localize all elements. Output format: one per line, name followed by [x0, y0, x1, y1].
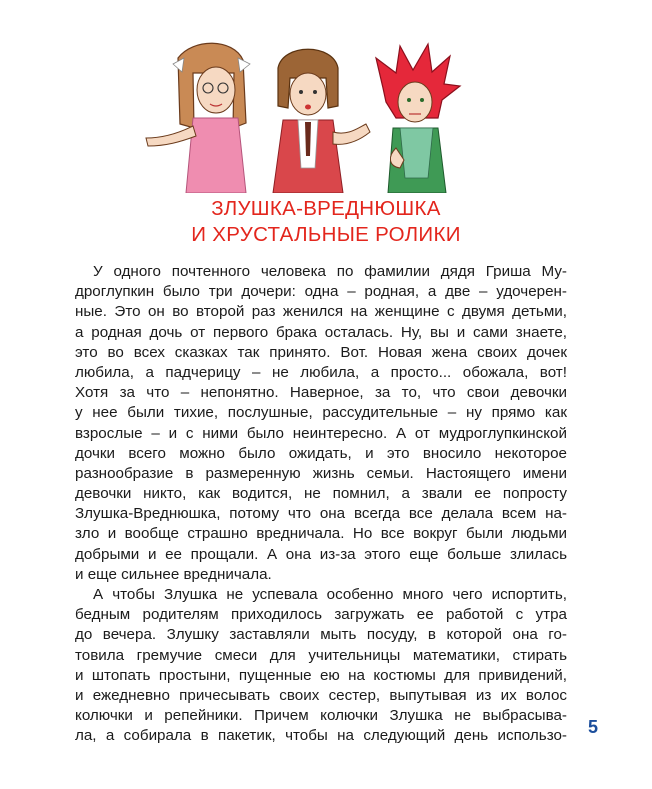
text-line: дроглупкин было три дочери: одна – родная, а две – удочерен-: [75, 283, 567, 301]
text-line: и еще сильнее вредничала.: [75, 565, 272, 583]
text-line: и штопать простыни, пущенные ею на костюмы для привидений,: [75, 666, 567, 684]
text-line: добрыми и ее прощали. А она из-за этого еще больше злилась: [75, 545, 567, 563]
text-line: колючки и репейники. Причем колючки Злушка не выбрасыва-: [75, 707, 567, 725]
text-line: бедным родителям приходилось загружать ее работой с утра: [75, 606, 567, 624]
text-line: ла, а собирала в пакетик, чтобы на следующий день использо-: [75, 727, 567, 745]
text-line: и ежедневно причесывать своих сестер, выпутывая из их волос: [75, 686, 567, 704]
text-line: а родная дочь от первого брака осталась. Ну, вы и сами знаете,: [75, 323, 567, 341]
text-line: товила гремучие смеси для учительницы математики, стирать: [75, 646, 567, 664]
story-title-line-1: ЗЛУШКА-ВРЕДНЮШКА: [211, 197, 441, 220]
girl-with-bob-haircut-figure: [273, 49, 370, 193]
text-line: разнообразие в размеренную жизнь семьи. Настоящего имени: [75, 464, 567, 482]
illustration-three-girls: [138, 28, 468, 193]
text-line: У одного почтенного человека по фамилии дядя Гриша Му-: [93, 263, 567, 280]
text-line: зло и вообще страшно вредничала. Но все вокруг были людьми: [75, 525, 567, 543]
text-line: Хотя за что – непонятно. Наверное, за то, что свои девочки: [75, 384, 567, 402]
story-text: [75, 262, 567, 747]
text-line: взрослые – и с ними было неинтересно. А от мудроглупкинской: [75, 424, 567, 442]
text-line: девочки никто, как водится, не помнил, а звали ее попросту: [75, 485, 567, 503]
girl-with-pigtails-figure: [146, 43, 250, 193]
text-line: ные. Это он во второй раз женился на женщине с двумя детьми,: [75, 303, 567, 321]
story-title-line-2: И ХРУСТАЛЬНЫЕ РОЛИКИ: [191, 223, 461, 246]
text-line: у нее были тихие, послушные, рассудительные – ну прямо как: [75, 404, 567, 422]
text-line: А чтобы Злушка не успевала особенно много чего испортить,: [93, 586, 567, 603]
text-line: дочки всего можно было ожидать, и это вносило некоторое: [75, 444, 567, 462]
text-line: Злушка-Вреднюшка, потому что она всегда все делала всем на-: [75, 505, 567, 523]
text-line: до вечера. Злушку заставляли мыть посуду, в которой она го-: [75, 626, 567, 644]
page-number: 5: [588, 717, 599, 737]
text-line: любила, а падчерицу – не любила, а просто... обожала, вот!: [75, 363, 567, 381]
girl-with-red-spiky-hair-figure: [376, 44, 460, 193]
text-line: это во всех сказках так принято. Вот. Новая жена своих дочек: [75, 343, 567, 361]
story-title: [0, 196, 652, 248]
